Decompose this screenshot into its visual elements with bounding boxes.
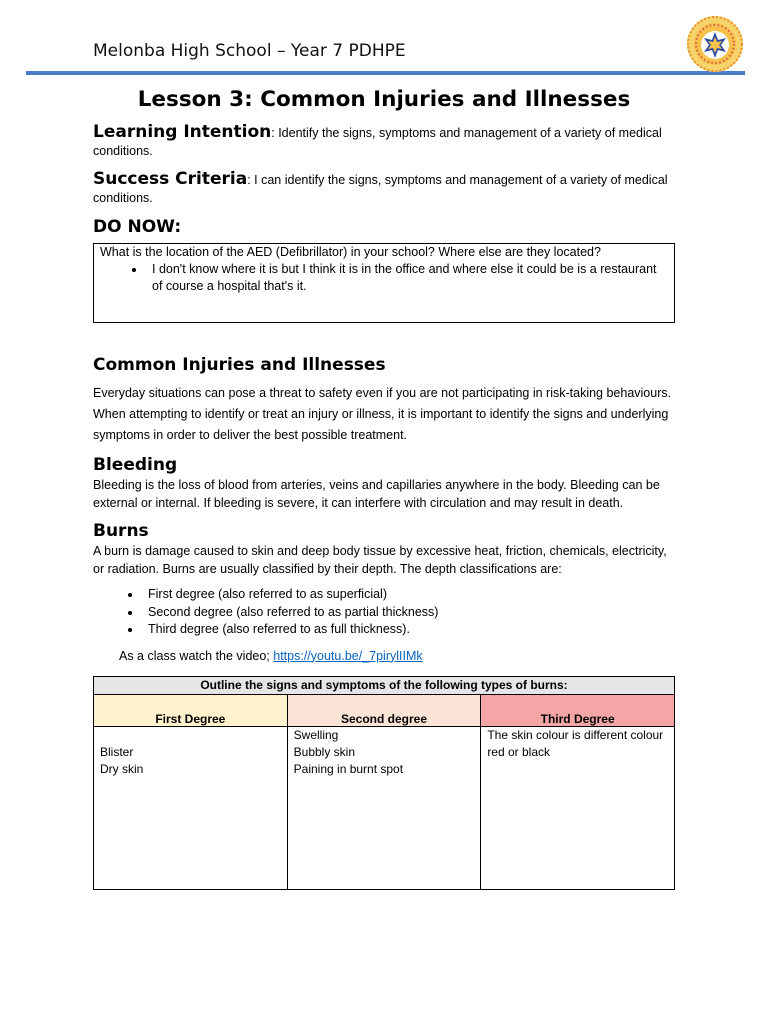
do-now-heading: DO NOW: (93, 217, 182, 237)
burns-table-caption: Outline the signs and symptoms of the following types of burns: (94, 676, 675, 694)
second-degree-header: Second degree (287, 694, 481, 726)
third-degree-cell[interactable] (481, 726, 675, 889)
list-item: • First degree (also referred to as superficial) (142, 586, 675, 604)
learning-intention-label: Learning Intention (93, 122, 272, 142)
learning-intention (93, 123, 675, 160)
burn-degree-list (93, 586, 675, 639)
header-title: Melonba High School – Year 7 PDHPE (93, 41, 406, 61)
common-injuries-heading: Common Injuries and Illnesses (93, 355, 386, 375)
success-criteria (93, 170, 675, 207)
first-degree-header: First Degree (94, 694, 288, 726)
first-degree-cell[interactable] (94, 726, 288, 889)
common-injuries-text: Everyday situations can pose a threat to safety even if you are not participating in risk-taking behaviours. When attempting to identify or treat an injury or illness, it is important to identify the signs and underlying symptoms in order to deliver the best possible treatment. (93, 386, 672, 442)
bleeding-text: Bleeding is the loss of blood from arteries, veins and capillaries anywhere in the body. Bleeding can be external or internal. If bleeding is severe, it can interfere with circulation and may result in death. (93, 478, 660, 510)
do-now-box[interactable] (93, 243, 675, 323)
table-line: Bubbly skin (293, 744, 356, 759)
table-line (100, 727, 281, 744)
list-item: • Third degree (also referred to as full thickness). (142, 621, 675, 639)
do-now-answer[interactable]: • I don't know where it is but I think it is in the office and where else it could be is a restaurant of course a hospital that's it. (146, 261, 668, 295)
school-logo (686, 15, 744, 73)
table-line: Blister (100, 744, 134, 759)
table-line: Paining in burnt spot (293, 761, 404, 776)
video-line (119, 647, 675, 665)
bleeding-heading: Bleeding (93, 455, 178, 475)
header-rule (26, 71, 745, 75)
third-degree-header: Third Degree (481, 694, 675, 726)
second-degree-cell[interactable] (287, 726, 481, 889)
lesson-title: Lesson 3: Common Injuries and Illnesses (137, 87, 631, 112)
video-label: As a class watch the video; (119, 648, 274, 663)
table-line: Swelling (293, 727, 339, 742)
table-line: Dry skin (100, 761, 144, 776)
do-now-question: What is the location of the AED (Defibrillator) in your school? Where else are they located? (100, 245, 601, 259)
learning-intention-text: : Identify the signs, symptoms and management of a variety of medical conditions. (93, 126, 662, 158)
video-link[interactable]: https://youtu.be/_7pirylIIMk (273, 648, 423, 663)
list-item: • Second degree (also referred to as partial thickness) (142, 604, 675, 622)
burns-table (93, 676, 675, 890)
main-content (93, 86, 675, 890)
do-now-answer-list (100, 261, 668, 295)
table-line: The skin colour is different colour red or black (487, 727, 664, 759)
success-criteria-label: Success Criteria (93, 169, 248, 189)
success-criteria-text: : I can identify the signs, symptoms and management of a variety of medical conditions. (93, 173, 668, 205)
burns-text: A burn is damage caused to skin and deep body tissue by excessive heat, friction, chemicals, electricity, or radiation. Burns are usually classified by their depth. The depth classifications are: (93, 544, 667, 576)
burns-heading: Burns (93, 521, 149, 541)
